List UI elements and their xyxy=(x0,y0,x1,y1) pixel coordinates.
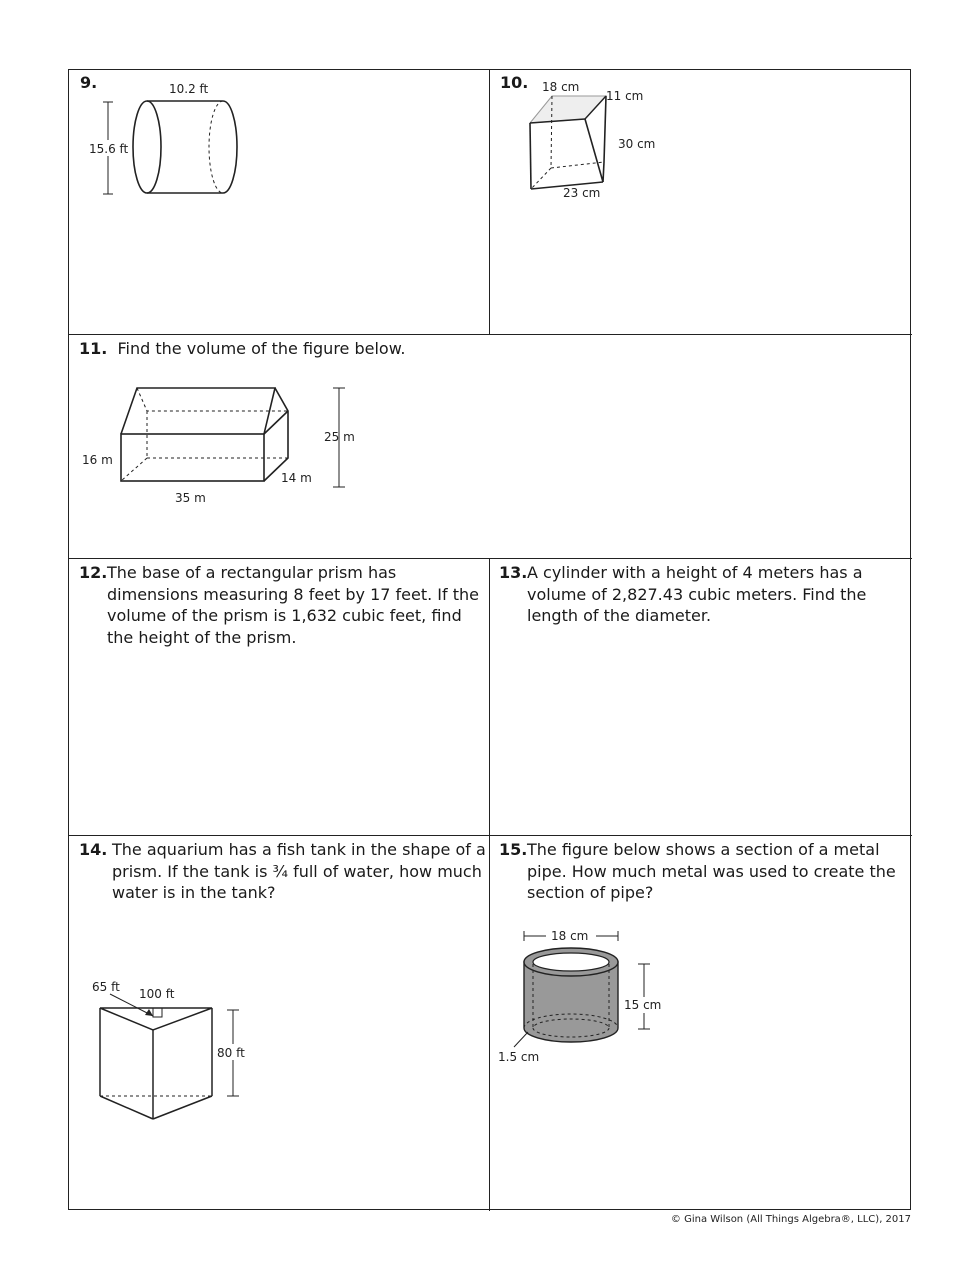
q15-thickness-label: 1.5 cm xyxy=(498,1050,540,1064)
cell-q14: 14. The aquarium has a fish tank in the shape of a prism. If the tank is ¾ full of water, how much water is in the tank? 65 ft 100 ft 80 ft xyxy=(69,836,490,1211)
q9-back-arc xyxy=(223,101,237,193)
q9-height-label: 15.6 ft xyxy=(89,142,129,156)
q11-height-total-label: 25 m xyxy=(324,430,355,444)
q14-side-label: 65 ft xyxy=(92,980,120,994)
q9-diameter-label: 10.2 ft xyxy=(169,82,209,96)
q15-height-label: 15 cm xyxy=(624,998,662,1012)
cell-q11 xyxy=(69,335,912,559)
q10-width-label: 11 cm xyxy=(606,89,644,103)
q15-pipe-inner xyxy=(533,953,609,971)
q15-pipe-figure xyxy=(496,922,696,1082)
q11-length-label: 35 m xyxy=(175,491,206,505)
copyright-footer: © Gina Wilson (All Things Algebra®, LLC), 2017 xyxy=(670,1214,911,1225)
q10-height-label: 30 cm xyxy=(618,137,656,151)
cell-q9 xyxy=(69,70,490,335)
q14-height-label: 80 ft xyxy=(217,1046,245,1060)
q9-number: 9. xyxy=(80,73,98,92)
cell-q15: 15. The figure below shows a section of a metal pipe. How much metal was used to create the section of pipe? 18 cm 15 cm 1.5 cm xyxy=(490,836,912,1211)
q9-front-ellipse xyxy=(133,101,161,193)
q11-height-label: 16 m xyxy=(82,453,113,467)
cell-q12: 12. The base of a rectangular prism has dimensions measuring 8 feet by 17 feet. If the volume of the prism is 1,632 cubic feet, find the height of the prism. xyxy=(69,559,490,836)
cell-q10 xyxy=(490,70,912,335)
q14-triangular-prism-figure xyxy=(87,972,287,1122)
q15-diameter-label: 18 cm xyxy=(551,929,589,943)
q10-prism-figure xyxy=(520,76,720,216)
q11-prompt: 11. Find the volume of the figure below. xyxy=(79,339,406,358)
q11-depth-label: 14 m xyxy=(281,471,312,485)
q11-prism-figure xyxy=(77,371,397,521)
cell-q13: 13. A cylinder with a height of 4 meters has a volume of 2,827.43 cubic meters. Find the length of the diameter. xyxy=(490,559,912,836)
q10-length-label: 18 cm xyxy=(542,80,580,94)
q14-base-label: 100 ft xyxy=(139,987,175,1001)
q10-base-label: 23 cm xyxy=(563,186,601,200)
worksheet-grid xyxy=(68,69,911,1210)
q9-cylinder-figure xyxy=(79,76,279,216)
q10-number: 10. xyxy=(500,73,529,92)
